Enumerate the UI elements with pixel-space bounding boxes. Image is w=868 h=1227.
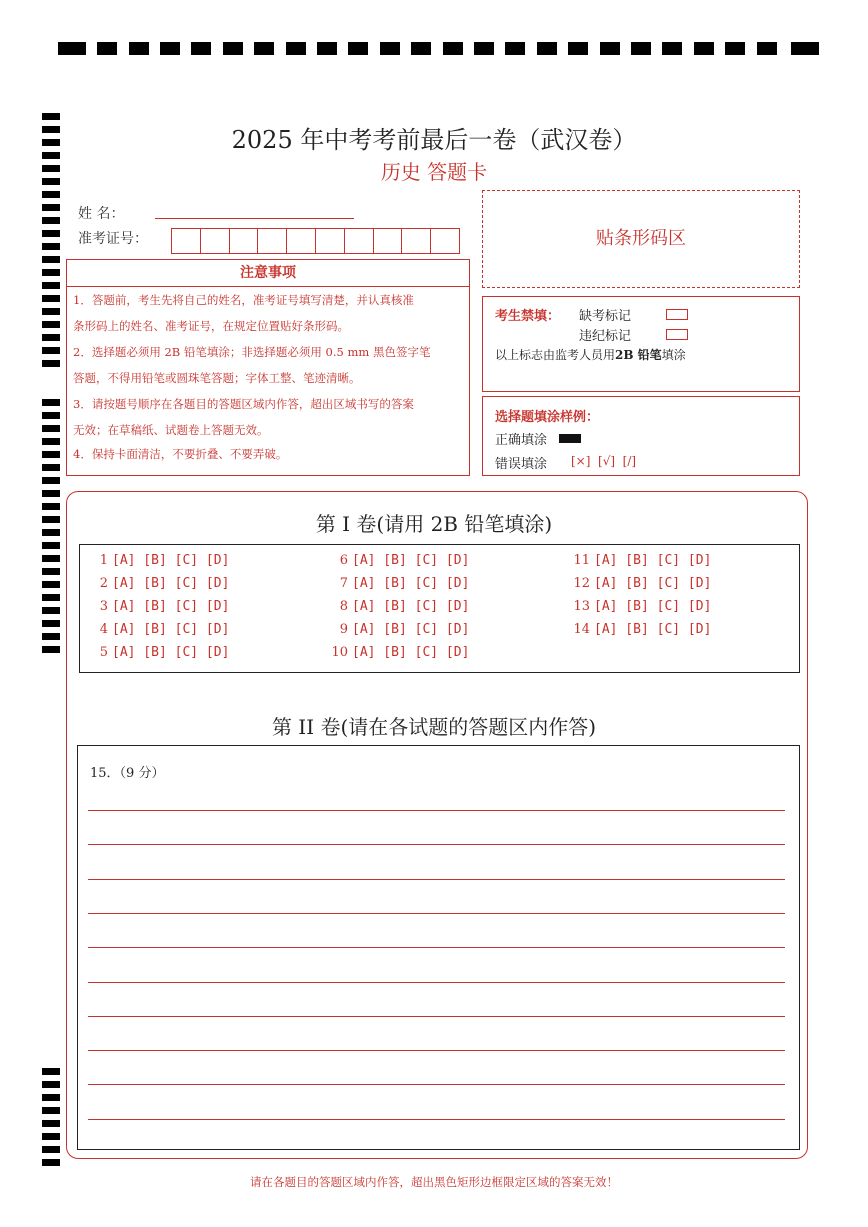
timing-mark	[42, 321, 60, 328]
timing-mark	[223, 42, 243, 55]
mcq-number: 4	[99, 622, 108, 637]
writing-line	[88, 947, 785, 948]
forbidden-label: 考生禁填：	[495, 309, 561, 324]
id-label: 准考证号：	[78, 231, 148, 247]
mcq-options[interactable]: [A] [B] [C] [D]	[594, 622, 712, 637]
timing-mark	[600, 42, 620, 55]
timing-mark	[42, 204, 60, 211]
mcq-question[interactable]	[330, 553, 469, 568]
absent-label: 缺考标记	[579, 309, 632, 324]
timing-mark	[42, 191, 60, 198]
exam-id-digit-box[interactable]	[229, 228, 259, 254]
timing-mark	[42, 464, 60, 471]
timing-mark	[42, 1094, 60, 1101]
wrong-label: 错误填涂	[495, 457, 548, 472]
exam-id-digit-box[interactable]	[315, 228, 345, 254]
writing-line	[88, 1084, 785, 1085]
mcq-number: 7	[339, 576, 348, 591]
notice-item: 3．请按题号顺序在各题目的答题区域内作答，超出区域书写的答案	[73, 397, 414, 411]
mcq-number: 1	[99, 553, 108, 568]
notice-item: 1．答题前，考生先将自己的姓名，准考证号填写清楚，并认真核准	[73, 293, 414, 307]
timing-mark	[42, 230, 60, 237]
footer-warning: 请在各题目的答题区域内作答，超出黑色矩形边框限定区域的答案无效！	[250, 1175, 618, 1189]
sample-heading: 选择题填涂样例：	[495, 410, 600, 425]
mcq-options[interactable]: [A] [B] [C] [D]	[352, 553, 470, 568]
mcq-question[interactable]	[90, 622, 229, 637]
exam-id-digit-box[interactable]	[200, 228, 230, 254]
page-title: 2025 年中考考前最后一卷（武汉卷）	[231, 126, 637, 154]
mcq-question[interactable]	[330, 622, 469, 637]
timing-mark	[42, 490, 60, 497]
mcq-options[interactable]: [A] [B] [C] [D]	[352, 576, 470, 591]
mcq-question[interactable]	[330, 576, 469, 591]
exam-id-digit-box[interactable]	[401, 228, 431, 254]
mcq-options[interactable]: [A] [B] [C] [D]	[112, 622, 230, 637]
exam-id-digit-box[interactable]	[171, 228, 201, 254]
timing-mark	[42, 438, 60, 445]
exam-id-digit-box[interactable]	[430, 228, 460, 254]
name-field[interactable]	[155, 218, 354, 219]
writing-line	[88, 1050, 785, 1051]
timing-mark	[42, 217, 60, 224]
exam-id-digit-box[interactable]	[373, 228, 403, 254]
timing-mark	[42, 269, 60, 276]
mcq-number: 2	[99, 576, 108, 591]
timing-mark	[254, 42, 274, 55]
sample-box	[482, 396, 800, 476]
timing-mark	[42, 425, 60, 432]
mcq-number: 6	[339, 553, 348, 568]
filled-sample-mark	[559, 434, 581, 443]
notice-item: 无效；在草稿纸、试题卷上答题无效。	[73, 423, 269, 437]
wrong-sample-marks: [×] [√] [/]	[571, 454, 637, 468]
mcq-number: 11	[573, 553, 590, 568]
exam-id-digit-box[interactable]	[344, 228, 374, 254]
mcq-options[interactable]: [A] [B] [C] [D]	[112, 645, 230, 660]
exam-id-digit-box[interactable]	[257, 228, 287, 254]
mcq-options[interactable]: [A] [B] [C] [D]	[112, 553, 230, 568]
timing-mark	[443, 42, 463, 55]
timing-mark	[129, 42, 149, 55]
timing-mark	[42, 594, 60, 601]
mcq-question[interactable]	[572, 599, 711, 614]
barcode-area: 贴条形码区	[482, 190, 800, 288]
timing-mark	[42, 256, 60, 263]
timing-mark	[42, 568, 60, 575]
timing-mark	[42, 113, 60, 120]
timing-mark	[42, 1081, 60, 1088]
timing-mark	[286, 42, 306, 55]
timing-mark	[317, 42, 337, 55]
timing-mark	[42, 282, 60, 289]
name-label: 姓 名：	[78, 206, 125, 222]
mcq-options[interactable]: [A] [B] [C] [D]	[594, 553, 712, 568]
mcq-question[interactable]	[572, 576, 711, 591]
mcq-grid	[79, 544, 800, 673]
timing-mark	[42, 308, 60, 315]
timing-mark	[42, 399, 60, 406]
timing-mark	[42, 347, 60, 354]
mcq-options[interactable]: [A] [B] [C] [D]	[352, 599, 470, 614]
mcq-question[interactable]	[90, 576, 229, 591]
mcq-question[interactable]	[330, 645, 469, 660]
timing-mark	[42, 1120, 60, 1127]
violation-mark-box[interactable]	[666, 329, 688, 340]
timing-mark	[662, 42, 682, 55]
timing-mark	[191, 42, 211, 55]
timing-mark	[42, 555, 60, 562]
timing-mark	[42, 607, 60, 614]
page-subtitle: 历史 答题卡	[380, 160, 488, 184]
forbidden-box	[482, 296, 800, 392]
part2-title: 第 II 卷(请在各试题的答题区内作答)	[271, 715, 597, 739]
timing-mark	[505, 42, 525, 55]
timing-mark	[42, 581, 60, 588]
timing-mark	[42, 1133, 60, 1140]
timing-mark	[474, 42, 494, 55]
writing-line	[88, 879, 785, 880]
writing-line	[88, 982, 785, 983]
mcq-options[interactable]: [A] [B] [C] [D]	[112, 599, 230, 614]
mcq-question[interactable]	[330, 599, 469, 614]
mcq-question[interactable]	[90, 645, 229, 660]
timing-mark	[42, 477, 60, 484]
timing-mark	[380, 42, 400, 55]
timing-mark	[791, 42, 819, 55]
notice-item: 2．选择题必须用 2B 铅笔填涂；非选择题必须用 0.5 mm 黑色签字笔	[73, 345, 431, 359]
mcq-number: 5	[99, 645, 108, 660]
forbidden-note: 以上标志由监考人员用2B 铅笔填涂	[495, 348, 686, 362]
timing-mark	[42, 295, 60, 302]
timing-mark	[42, 646, 60, 653]
notice-item: 4．保持卡面清洁，不要折叠、不要弄破。	[73, 447, 288, 461]
mcq-number: 14	[573, 622, 590, 637]
mcq-question[interactable]	[90, 553, 229, 568]
exam-id-digit-box[interactable]	[286, 228, 316, 254]
writing-line	[88, 1016, 785, 1017]
violation-label: 违纪标记	[579, 329, 632, 344]
mcq-options[interactable]: [A] [B] [C] [D]	[352, 622, 470, 637]
timing-mark	[42, 1107, 60, 1114]
timing-mark	[757, 42, 777, 55]
timing-mark	[42, 542, 60, 549]
notice-item: 答题，不得用铅笔或圆珠笔答题；字体工整、笔迹清晰。	[73, 371, 361, 385]
writing-line	[88, 844, 785, 845]
timing-mark	[725, 42, 745, 55]
timing-mark	[348, 42, 368, 55]
notice-item: 条形码上的姓名、准考证号，在规定位置贴好条形码。	[73, 319, 349, 333]
mcq-number: 12	[573, 576, 590, 591]
mcq-options[interactable]: [A] [B] [C] [D]	[352, 645, 470, 660]
mcq-options[interactable]: [A] [B] [C] [D]	[112, 576, 230, 591]
timing-mark	[58, 42, 86, 55]
timing-mark	[42, 1068, 60, 1075]
mcq-options[interactable]: [A] [B] [C] [D]	[594, 576, 712, 591]
writing-line	[88, 913, 785, 914]
absent-mark-box[interactable]	[666, 309, 688, 320]
mcq-number: 13	[573, 599, 590, 614]
mcq-number: 8	[339, 599, 348, 614]
timing-mark	[42, 451, 60, 458]
mcq-number: 9	[339, 622, 348, 637]
timing-mark	[42, 1159, 60, 1166]
notice-heading: 注意事项	[67, 260, 469, 287]
mcq-question[interactable]	[90, 599, 229, 614]
mcq-number: 3	[99, 599, 108, 614]
notice-box	[66, 259, 470, 476]
timing-mark	[631, 42, 651, 55]
timing-mark	[42, 334, 60, 341]
timing-mark	[42, 360, 60, 367]
mcq-options[interactable]: [A] [B] [C] [D]	[594, 599, 712, 614]
timing-mark	[42, 633, 60, 640]
timing-mark	[694, 42, 714, 55]
timing-mark	[160, 42, 180, 55]
writing-line	[88, 810, 785, 811]
mcq-number: 10	[331, 645, 348, 660]
timing-mark	[42, 620, 60, 627]
correct-label: 正确填涂	[495, 433, 548, 448]
part1-title: 第 I 卷(请用 2B 铅笔填涂)	[315, 512, 553, 536]
timing-mark	[411, 42, 431, 55]
timing-mark	[97, 42, 117, 55]
timing-mark	[42, 1146, 60, 1153]
writing-line	[88, 1119, 785, 1120]
timing-mark	[568, 42, 588, 55]
mcq-question[interactable]	[572, 622, 711, 637]
timing-mark	[42, 243, 60, 250]
timing-mark	[42, 412, 60, 419]
mcq-question[interactable]	[572, 553, 711, 568]
question-15-label: 15．（9 分）	[90, 766, 165, 781]
timing-mark	[537, 42, 557, 55]
